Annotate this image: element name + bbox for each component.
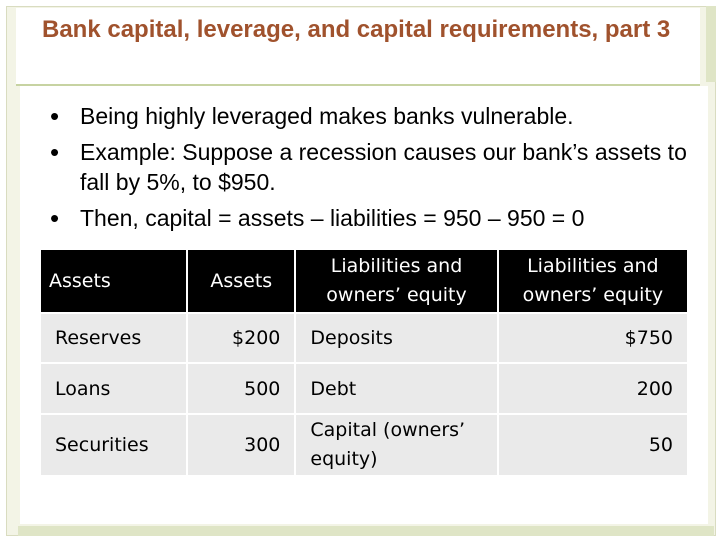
- liability-label: Capital (owners’ equity): [296, 415, 496, 475]
- liability-label: Debt: [296, 364, 496, 413]
- slide-title: Bank capital, leverage, and capital requirements, part 3: [42, 16, 671, 43]
- bullet-text: Then, capital = assets – liabilities = 950 – 950 = 0: [80, 205, 585, 231]
- balance-sheet-table: [39, 248, 689, 477]
- bullet-dot: •: [50, 137, 60, 167]
- liability-label: Deposits: [296, 314, 496, 362]
- frame-edge-decoration: [706, 6, 716, 82]
- bullet-list: [48, 101, 688, 239]
- asset-value: $200: [188, 314, 294, 362]
- bullet-text: Example: Suppose a recession causes our bank’s assets to fall by 5%, to $950.: [80, 139, 687, 195]
- bullet-dot: •: [50, 101, 60, 131]
- table-header-row: [41, 250, 687, 312]
- header-liabilities: Liabilities and owners’ equity: [296, 250, 496, 312]
- bullet-text: Being highly leveraged makes banks vulnerable.: [80, 103, 574, 129]
- bullet-item: [48, 101, 688, 131]
- table-row: [41, 364, 687, 413]
- header-liabilities-amount: Liabilities and owners’ equity: [499, 250, 687, 312]
- liability-value: $750: [499, 314, 687, 362]
- bullet-item: [48, 203, 688, 233]
- asset-label: Loans: [41, 364, 186, 413]
- asset-value: 300: [188, 415, 294, 475]
- table-row: [41, 314, 687, 362]
- header-assets: Assets: [41, 250, 186, 312]
- header-assets-amount: Assets: [188, 250, 294, 312]
- bullet-item: [48, 137, 688, 197]
- liability-value: 200: [499, 364, 687, 413]
- table-row: [41, 415, 687, 475]
- bullet-dot: •: [50, 203, 60, 233]
- asset-value: 500: [188, 364, 294, 413]
- asset-label: Securities: [41, 415, 186, 475]
- balance-sheet: [41, 248, 689, 477]
- asset-label: Reserves: [41, 314, 186, 362]
- frame-edge-decoration: [18, 526, 714, 536]
- liability-value: 50: [499, 415, 687, 475]
